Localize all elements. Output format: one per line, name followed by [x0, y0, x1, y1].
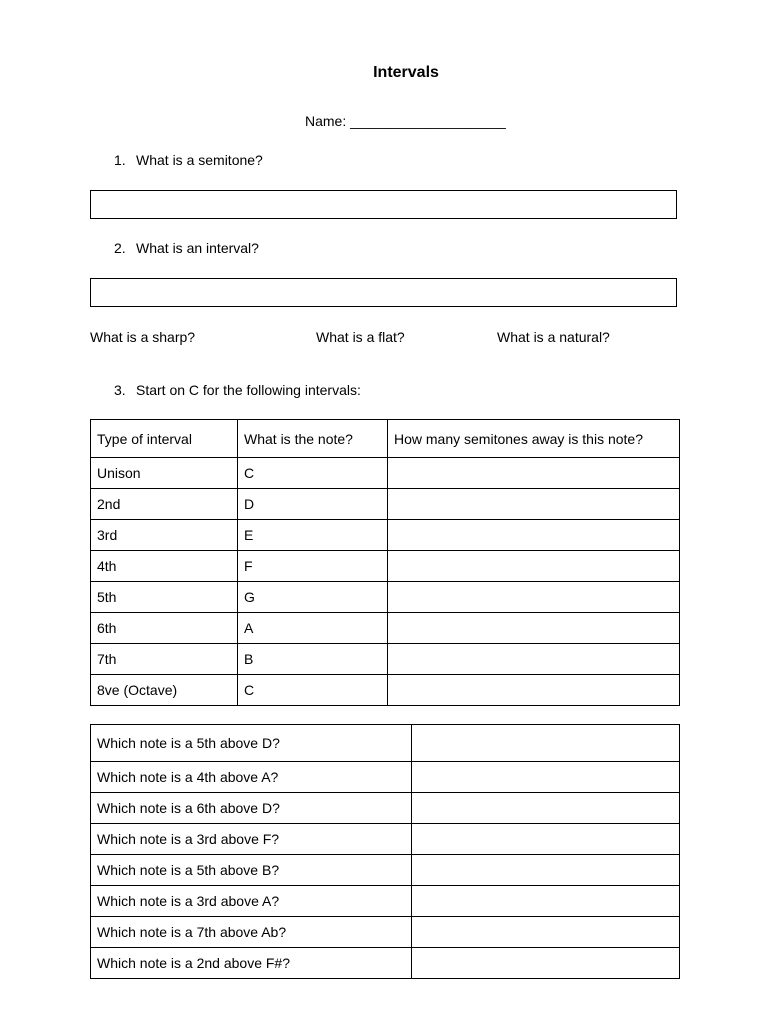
interval-note: A	[238, 613, 388, 644]
question-number: 2.	[114, 240, 126, 256]
note-above-question: Which note is a 6th above D?	[91, 793, 412, 824]
question-number: 1.	[114, 152, 126, 168]
table-row	[91, 793, 680, 824]
interval-note: G	[238, 582, 388, 613]
table-row	[91, 824, 680, 855]
flat-question: What is a flat?	[316, 329, 405, 345]
interval-type: 5th	[91, 582, 238, 613]
table-row	[91, 948, 680, 979]
natural-question: What is a natural?	[497, 329, 610, 345]
answer-cell[interactable]	[412, 855, 680, 886]
answer-cell[interactable]	[412, 762, 680, 793]
note-above-question: Which note is a 7th above Ab?	[91, 917, 412, 948]
answer-box-2[interactable]	[90, 278, 677, 307]
interval-note: D	[238, 489, 388, 520]
interval-type: 3rd	[91, 520, 238, 551]
semitones-answer-cell[interactable]	[388, 613, 680, 644]
table-row	[91, 762, 680, 793]
interval-type: 6th	[91, 613, 238, 644]
table-row	[91, 551, 680, 582]
interval-type: 7th	[91, 644, 238, 675]
note-above-question: Which note is a 5th above B?	[91, 855, 412, 886]
question-text: Start on C for the following intervals:	[136, 382, 361, 398]
question-3	[114, 382, 361, 398]
semitones-answer-cell[interactable]	[388, 644, 680, 675]
table-row	[91, 613, 680, 644]
semitones-answer-cell[interactable]	[388, 458, 680, 489]
answer-box-1[interactable]	[90, 190, 677, 219]
header-note: What is the note?	[238, 420, 388, 458]
answer-cell[interactable]	[412, 824, 680, 855]
table-row	[91, 489, 680, 520]
answer-cell[interactable]	[412, 886, 680, 917]
question-1	[114, 152, 263, 168]
note-above-question: Which note is a 3rd above A?	[91, 886, 412, 917]
table-row	[91, 644, 680, 675]
note-above-question: Which note is a 3rd above F?	[91, 824, 412, 855]
interval-note: F	[238, 551, 388, 582]
table-header-row	[91, 420, 680, 458]
table-row	[91, 917, 680, 948]
semitones-answer-cell[interactable]	[388, 520, 680, 551]
table-row	[91, 886, 680, 917]
interval-type: Unison	[91, 458, 238, 489]
table-row	[91, 582, 680, 613]
table-row	[91, 458, 680, 489]
question-text: What is a semitone?	[136, 152, 263, 168]
note-above-question: Which note is a 2nd above F#?	[91, 948, 412, 979]
table-row	[91, 725, 680, 762]
interval-type: 8ve (Octave)	[91, 675, 238, 706]
note-above-question: Which note is a 4th above A?	[91, 762, 412, 793]
semitones-answer-cell[interactable]	[388, 551, 680, 582]
note-above-table	[90, 724, 680, 979]
table-row	[91, 855, 680, 886]
table-row	[91, 520, 680, 551]
interval-note: E	[238, 520, 388, 551]
header-type: Type of interval	[91, 420, 238, 458]
interval-type: 4th	[91, 551, 238, 582]
semitones-answer-cell[interactable]	[388, 489, 680, 520]
name-field[interactable]: Name: ____________________	[305, 113, 506, 129]
interval-note: C	[238, 458, 388, 489]
question-text: What is an interval?	[136, 240, 259, 256]
answer-cell[interactable]	[412, 725, 680, 762]
interval-note: B	[238, 644, 388, 675]
semitones-answer-cell[interactable]	[388, 675, 680, 706]
table-row	[91, 675, 680, 706]
interval-type: 2nd	[91, 489, 238, 520]
answer-cell[interactable]	[412, 948, 680, 979]
question-2	[114, 240, 259, 256]
interval-table	[90, 419, 680, 706]
question-number: 3.	[114, 382, 126, 398]
answer-cell[interactable]	[412, 917, 680, 948]
header-semitones: How many semitones away is this note?	[388, 420, 680, 458]
page-title: Intervals	[373, 64, 439, 81]
answer-cell[interactable]	[412, 793, 680, 824]
interval-note: C	[238, 675, 388, 706]
semitones-answer-cell[interactable]	[388, 582, 680, 613]
sharp-question: What is a sharp?	[90, 329, 196, 345]
note-above-question: Which note is a 5th above D?	[91, 725, 412, 762]
